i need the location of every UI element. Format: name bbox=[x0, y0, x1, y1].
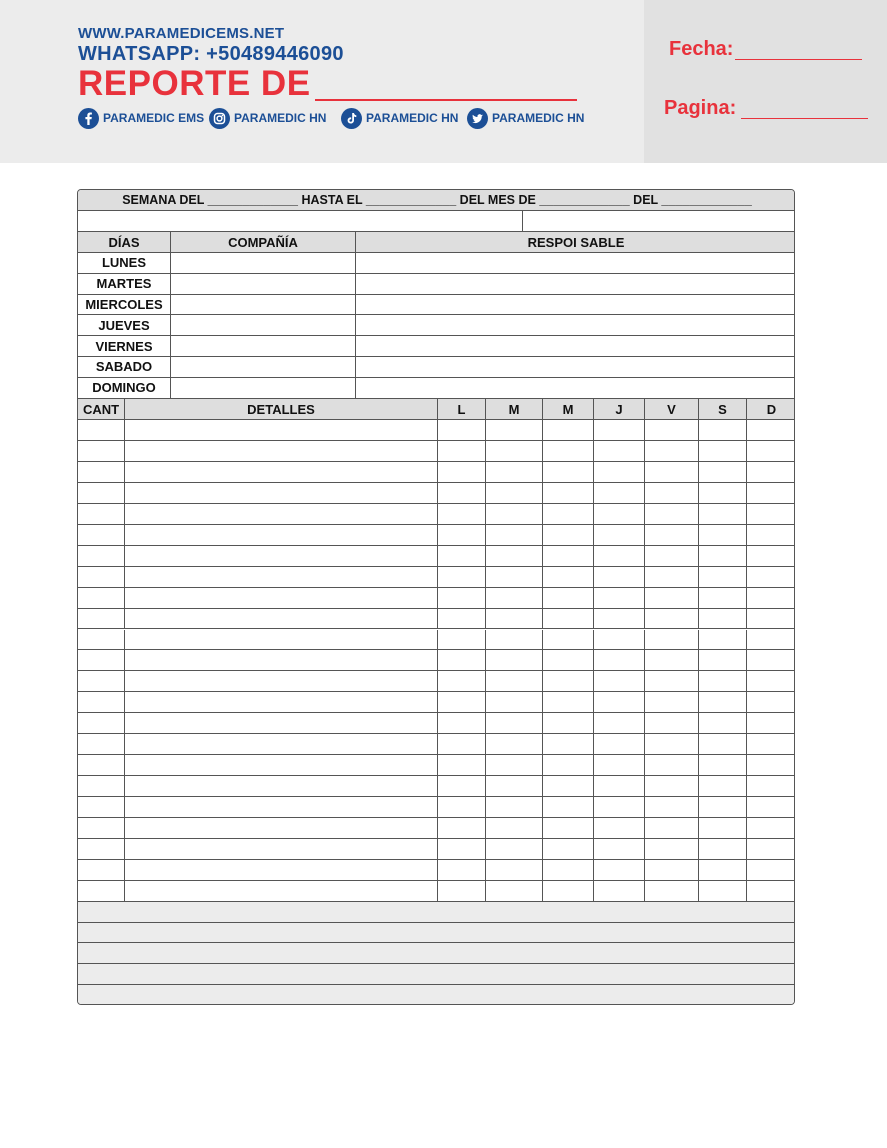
detalles-field[interactable] bbox=[125, 462, 438, 483]
day-d-field[interactable] bbox=[747, 797, 795, 818]
instagram-icon bbox=[209, 108, 230, 129]
day-j-field[interactable] bbox=[594, 483, 645, 504]
footer-row[interactable] bbox=[78, 902, 795, 923]
day-m2-field[interactable] bbox=[543, 650, 594, 671]
social-tiktok bbox=[341, 107, 458, 129]
day-d-field[interactable] bbox=[747, 504, 795, 525]
cant-field[interactable] bbox=[78, 839, 125, 860]
day-v-field[interactable] bbox=[645, 504, 699, 525]
cant-field[interactable] bbox=[78, 755, 125, 776]
day-d-field[interactable] bbox=[747, 776, 795, 797]
day-v-field[interactable] bbox=[645, 546, 699, 567]
detalles-field[interactable] bbox=[125, 734, 438, 755]
responsable-field[interactable] bbox=[356, 253, 795, 274]
responsable-field[interactable] bbox=[356, 295, 795, 316]
day-m2-field[interactable] bbox=[543, 609, 594, 630]
day-s-field[interactable] bbox=[699, 839, 747, 860]
day-m1-field[interactable] bbox=[486, 797, 543, 818]
day-j-field[interactable] bbox=[594, 420, 645, 441]
day-j-field[interactable] bbox=[594, 860, 645, 881]
day-m1-field[interactable] bbox=[486, 650, 543, 671]
day-j-field[interactable] bbox=[594, 504, 645, 525]
detalles-field[interactable] bbox=[125, 420, 438, 441]
day-j-field[interactable] bbox=[594, 797, 645, 818]
day-d-field[interactable] bbox=[747, 692, 795, 713]
day-l-field[interactable] bbox=[438, 567, 486, 588]
day-s-field[interactable] bbox=[699, 860, 747, 881]
day-m2-field[interactable] bbox=[543, 776, 594, 797]
day-l-field[interactable] bbox=[438, 504, 486, 525]
day-j-field[interactable] bbox=[594, 546, 645, 567]
company-field[interactable] bbox=[171, 378, 356, 399]
day-label: MIERCOLES bbox=[78, 295, 171, 316]
cant-field[interactable] bbox=[78, 734, 125, 755]
day-m2-field[interactable] bbox=[543, 546, 594, 567]
day-d-field[interactable] bbox=[747, 525, 795, 546]
day-m1-field[interactable] bbox=[486, 881, 543, 902]
day-v-field[interactable] bbox=[645, 441, 699, 462]
day-j-field[interactable] bbox=[594, 713, 645, 734]
detalles-field[interactable] bbox=[125, 692, 438, 713]
day-s-field[interactable] bbox=[699, 755, 747, 776]
day-label: MARTES bbox=[78, 274, 171, 295]
day-m1-field[interactable] bbox=[486, 713, 543, 734]
day-l-field[interactable] bbox=[438, 755, 486, 776]
day-m1-field[interactable] bbox=[486, 755, 543, 776]
day-v-field[interactable] bbox=[645, 713, 699, 734]
day-j-field[interactable] bbox=[594, 630, 645, 651]
day-m2-field[interactable] bbox=[543, 839, 594, 860]
detalles-field[interactable] bbox=[125, 776, 438, 797]
day-s-field[interactable] bbox=[699, 483, 747, 504]
day-l-field[interactable] bbox=[438, 483, 486, 504]
day-d-field[interactable] bbox=[747, 818, 795, 839]
cant-field[interactable] bbox=[78, 776, 125, 797]
detalles-field[interactable] bbox=[125, 755, 438, 776]
detalles-field[interactable] bbox=[125, 609, 438, 630]
day-v-field[interactable] bbox=[645, 420, 699, 441]
header-cant: CANT bbox=[78, 399, 125, 420]
day-m2-field[interactable] bbox=[543, 588, 594, 609]
footer-row[interactable] bbox=[78, 923, 795, 944]
responsable-field[interactable] bbox=[356, 315, 795, 336]
day-d-field[interactable] bbox=[747, 860, 795, 881]
day-d-field[interactable] bbox=[747, 420, 795, 441]
day-m2-field[interactable] bbox=[543, 797, 594, 818]
day-m2-field[interactable] bbox=[543, 504, 594, 525]
day-label: LUNES bbox=[78, 253, 171, 274]
day-l-field[interactable] bbox=[438, 818, 486, 839]
cant-field[interactable] bbox=[78, 650, 125, 671]
company-field[interactable] bbox=[171, 357, 356, 378]
pagina-label: Pagina: bbox=[664, 97, 737, 119]
day-s-field[interactable] bbox=[699, 671, 747, 692]
day-s-field[interactable] bbox=[699, 462, 747, 483]
day-v-field[interactable] bbox=[645, 462, 699, 483]
detalles-field[interactable] bbox=[125, 860, 438, 881]
day-d-field[interactable] bbox=[747, 881, 795, 902]
day-v-field[interactable] bbox=[645, 839, 699, 860]
day-s-field[interactable] bbox=[699, 692, 747, 713]
day-l-field[interactable] bbox=[438, 525, 486, 546]
day-m1-field[interactable] bbox=[486, 483, 543, 504]
day-s-field[interactable] bbox=[699, 797, 747, 818]
company-field[interactable] bbox=[171, 336, 356, 357]
day-l-field[interactable] bbox=[438, 609, 486, 630]
social-label: PARAMEDIC HN bbox=[366, 111, 459, 125]
day-m1-field[interactable] bbox=[486, 588, 543, 609]
day-m2-field[interactable] bbox=[543, 755, 594, 776]
day-v-field[interactable] bbox=[645, 630, 699, 651]
social-instagram bbox=[209, 107, 326, 129]
cant-field[interactable] bbox=[78, 609, 125, 630]
cant-field[interactable] bbox=[78, 546, 125, 567]
day-v-field[interactable] bbox=[645, 671, 699, 692]
day-d-field[interactable] bbox=[747, 546, 795, 567]
day-v-field[interactable] bbox=[645, 776, 699, 797]
day-j-field[interactable] bbox=[594, 588, 645, 609]
social-twitter bbox=[467, 107, 584, 129]
header-day-l: L bbox=[438, 399, 486, 420]
report-title: REPORTE DE bbox=[78, 64, 311, 103]
day-m2-field[interactable] bbox=[543, 671, 594, 692]
day-j-field[interactable] bbox=[594, 671, 645, 692]
detalles-field[interactable] bbox=[125, 797, 438, 818]
day-v-field[interactable] bbox=[645, 797, 699, 818]
day-m2-field[interactable] bbox=[543, 483, 594, 504]
day-m1-field[interactable] bbox=[486, 546, 543, 567]
day-m2-field[interactable] bbox=[543, 818, 594, 839]
pagina-field-line[interactable] bbox=[741, 118, 868, 119]
detalles-field[interactable] bbox=[125, 567, 438, 588]
day-v-field[interactable] bbox=[645, 818, 699, 839]
day-v-field[interactable] bbox=[645, 650, 699, 671]
footer-row[interactable] bbox=[78, 964, 795, 985]
header-dias: DÍAS bbox=[78, 232, 171, 253]
facebook-icon bbox=[78, 108, 99, 129]
day-s-field[interactable] bbox=[699, 734, 747, 755]
cant-field[interactable] bbox=[78, 525, 125, 546]
day-l-field[interactable] bbox=[438, 588, 486, 609]
cant-field[interactable] bbox=[78, 797, 125, 818]
day-j-field[interactable] bbox=[594, 462, 645, 483]
header-date-panel bbox=[644, 0, 887, 163]
day-m2-field[interactable] bbox=[543, 692, 594, 713]
day-j-field[interactable] bbox=[594, 441, 645, 462]
twitter-icon bbox=[467, 108, 488, 129]
fecha-label: Fecha: bbox=[669, 38, 734, 60]
day-l-field[interactable] bbox=[438, 776, 486, 797]
header-day-m2: M bbox=[543, 399, 594, 420]
day-s-field[interactable] bbox=[699, 567, 747, 588]
day-j-field[interactable] bbox=[594, 734, 645, 755]
day-s-field[interactable] bbox=[699, 818, 747, 839]
day-l-field[interactable] bbox=[438, 713, 486, 734]
day-m2-field[interactable] bbox=[543, 525, 594, 546]
social-label: PARAMEDIC HN bbox=[234, 111, 327, 125]
detalles-field[interactable] bbox=[125, 671, 438, 692]
cant-field[interactable] bbox=[78, 441, 125, 462]
day-v-field[interactable] bbox=[645, 860, 699, 881]
day-s-field[interactable] bbox=[699, 504, 747, 525]
day-d-field[interactable] bbox=[747, 713, 795, 734]
detalles-field[interactable] bbox=[125, 881, 438, 902]
tiktok-icon bbox=[341, 108, 362, 129]
social-facebook bbox=[78, 107, 204, 129]
day-d-field[interactable] bbox=[747, 609, 795, 630]
day-m2-field[interactable] bbox=[543, 462, 594, 483]
day-m2-field[interactable] bbox=[543, 734, 594, 755]
day-m2-field[interactable] bbox=[543, 881, 594, 902]
detalles-field[interactable] bbox=[125, 818, 438, 839]
footer-row[interactable] bbox=[78, 985, 795, 1004]
day-m1-field[interactable] bbox=[486, 860, 543, 881]
company-field[interactable] bbox=[171, 295, 356, 316]
day-l-field[interactable] bbox=[438, 881, 486, 902]
detalles-field[interactable] bbox=[125, 839, 438, 860]
day-l-field[interactable] bbox=[438, 420, 486, 441]
company-field[interactable] bbox=[171, 274, 356, 295]
day-l-field[interactable] bbox=[438, 797, 486, 818]
day-j-field[interactable] bbox=[594, 881, 645, 902]
day-m2-field[interactable] bbox=[543, 860, 594, 881]
day-v-field[interactable] bbox=[645, 755, 699, 776]
day-s-field[interactable] bbox=[699, 881, 747, 902]
day-j-field[interactable] bbox=[594, 650, 645, 671]
cant-field[interactable] bbox=[78, 692, 125, 713]
day-s-field[interactable] bbox=[699, 776, 747, 797]
day-label: JUEVES bbox=[78, 315, 171, 336]
day-m1-field[interactable] bbox=[486, 630, 543, 651]
day-d-field[interactable] bbox=[747, 462, 795, 483]
day-d-field[interactable] bbox=[747, 588, 795, 609]
day-l-field[interactable] bbox=[438, 462, 486, 483]
cant-field[interactable] bbox=[78, 860, 125, 881]
day-d-field[interactable] bbox=[747, 671, 795, 692]
day-v-field[interactable] bbox=[645, 483, 699, 504]
day-j-field[interactable] bbox=[594, 567, 645, 588]
cant-field[interactable] bbox=[78, 420, 125, 441]
cant-field[interactable] bbox=[78, 671, 125, 692]
responsable-field[interactable] bbox=[356, 357, 795, 378]
detalles-field[interactable] bbox=[125, 630, 438, 651]
day-d-field[interactable] bbox=[747, 441, 795, 462]
footer-row[interactable] bbox=[78, 943, 795, 964]
day-l-field[interactable] bbox=[438, 650, 486, 671]
cant-field[interactable] bbox=[78, 504, 125, 525]
cant-field[interactable] bbox=[78, 881, 125, 902]
day-l-field[interactable] bbox=[438, 671, 486, 692]
cant-field[interactable] bbox=[78, 462, 125, 483]
day-m1-field[interactable] bbox=[486, 609, 543, 630]
detalles-field[interactable] bbox=[125, 441, 438, 462]
day-m1-field[interactable] bbox=[486, 671, 543, 692]
day-m2-field[interactable] bbox=[543, 630, 594, 651]
day-m1-field[interactable] bbox=[486, 504, 543, 525]
header-day-s: S bbox=[699, 399, 747, 420]
day-l-field[interactable] bbox=[438, 860, 486, 881]
day-d-field[interactable] bbox=[747, 839, 795, 860]
day-l-field[interactable] bbox=[438, 441, 486, 462]
day-l-field[interactable] bbox=[438, 839, 486, 860]
detalles-field[interactable] bbox=[125, 588, 438, 609]
day-v-field[interactable] bbox=[645, 734, 699, 755]
day-v-field[interactable] bbox=[645, 567, 699, 588]
company-field[interactable] bbox=[171, 253, 356, 274]
header-day-j: J bbox=[594, 399, 645, 420]
social-label: PARAMEDIC HN bbox=[492, 111, 585, 125]
header-compania: COMPAÑÍA bbox=[171, 232, 356, 253]
day-m2-field[interactable] bbox=[543, 567, 594, 588]
blank-field-left[interactable] bbox=[78, 211, 523, 232]
header-detalles: DETALLES bbox=[125, 399, 438, 420]
day-s-field[interactable] bbox=[699, 650, 747, 671]
day-d-field[interactable] bbox=[747, 567, 795, 588]
day-d-field[interactable] bbox=[747, 755, 795, 776]
day-v-field[interactable] bbox=[645, 692, 699, 713]
day-m1-field[interactable] bbox=[486, 567, 543, 588]
day-v-field[interactable] bbox=[645, 525, 699, 546]
day-m2-field[interactable] bbox=[543, 420, 594, 441]
day-s-field[interactable] bbox=[699, 630, 747, 651]
day-d-field[interactable] bbox=[747, 734, 795, 755]
header-day-m1: M bbox=[486, 399, 543, 420]
report-form bbox=[77, 189, 795, 1005]
website-text: WWW.PARAMEDICEMS.NET bbox=[78, 25, 285, 42]
day-j-field[interactable] bbox=[594, 776, 645, 797]
header-day-d: D bbox=[747, 399, 795, 420]
day-label: DOMINGO bbox=[78, 378, 171, 399]
day-j-field[interactable] bbox=[594, 609, 645, 630]
day-v-field[interactable] bbox=[645, 588, 699, 609]
day-m1-field[interactable] bbox=[486, 420, 543, 441]
day-l-field[interactable] bbox=[438, 692, 486, 713]
day-m1-field[interactable] bbox=[486, 839, 543, 860]
cant-field[interactable] bbox=[78, 588, 125, 609]
detalles-field[interactable] bbox=[125, 713, 438, 734]
detalles-field[interactable] bbox=[125, 546, 438, 567]
day-m2-field[interactable] bbox=[543, 441, 594, 462]
cant-field[interactable] bbox=[78, 567, 125, 588]
day-j-field[interactable] bbox=[594, 755, 645, 776]
detalles-field[interactable] bbox=[125, 650, 438, 671]
cant-field[interactable] bbox=[78, 713, 125, 734]
day-j-field[interactable] bbox=[594, 692, 645, 713]
day-d-field[interactable] bbox=[747, 630, 795, 651]
day-s-field[interactable] bbox=[699, 546, 747, 567]
report-title-line bbox=[315, 99, 577, 101]
responsable-field[interactable] bbox=[356, 378, 795, 399]
header-day-v: V bbox=[645, 399, 699, 420]
day-s-field[interactable] bbox=[699, 420, 747, 441]
day-j-field[interactable] bbox=[594, 818, 645, 839]
day-m1-field[interactable] bbox=[486, 818, 543, 839]
detalles-field[interactable] bbox=[125, 483, 438, 504]
cant-field[interactable] bbox=[78, 630, 125, 651]
detalles-field[interactable] bbox=[125, 504, 438, 525]
day-l-field[interactable] bbox=[438, 630, 486, 651]
social-label: PARAMEDIC EMS bbox=[103, 111, 205, 125]
responsable-field[interactable] bbox=[356, 274, 795, 295]
day-d-field[interactable] bbox=[747, 483, 795, 504]
day-m1-field[interactable] bbox=[486, 776, 543, 797]
day-m2-field[interactable] bbox=[543, 713, 594, 734]
detalles-field[interactable] bbox=[125, 525, 438, 546]
day-m1-field[interactable] bbox=[486, 525, 543, 546]
fecha-field-line[interactable] bbox=[735, 59, 862, 60]
day-m1-field[interactable] bbox=[486, 462, 543, 483]
header-responsable: RESPOI SABLE bbox=[356, 232, 795, 253]
day-m1-field[interactable] bbox=[486, 734, 543, 755]
day-m1-field[interactable] bbox=[486, 692, 543, 713]
day-s-field[interactable] bbox=[699, 609, 747, 630]
day-s-field[interactable] bbox=[699, 525, 747, 546]
day-s-field[interactable] bbox=[699, 441, 747, 462]
day-v-field[interactable] bbox=[645, 881, 699, 902]
day-v-field[interactable] bbox=[645, 609, 699, 630]
day-l-field[interactable] bbox=[438, 546, 486, 567]
company-field[interactable] bbox=[171, 315, 356, 336]
day-s-field[interactable] bbox=[699, 713, 747, 734]
cant-field[interactable] bbox=[78, 483, 125, 504]
blank-field-right[interactable] bbox=[523, 211, 795, 232]
day-j-field[interactable] bbox=[594, 525, 645, 546]
day-s-field[interactable] bbox=[699, 588, 747, 609]
cant-field[interactable] bbox=[78, 818, 125, 839]
day-d-field[interactable] bbox=[747, 650, 795, 671]
whatsapp-text: WHATSAPP: +50489446090 bbox=[78, 43, 344, 65]
day-j-field[interactable] bbox=[594, 839, 645, 860]
week-range-line: SEMANA DEL _____________ HASTA EL _____________ DEL MES DE _____________ DEL _____________ bbox=[78, 190, 795, 211]
responsable-field[interactable] bbox=[356, 336, 795, 357]
day-label: SABADO bbox=[78, 357, 171, 378]
day-m1-field[interactable] bbox=[486, 441, 543, 462]
day-label: VIERNES bbox=[78, 336, 171, 357]
day-l-field[interactable] bbox=[438, 734, 486, 755]
